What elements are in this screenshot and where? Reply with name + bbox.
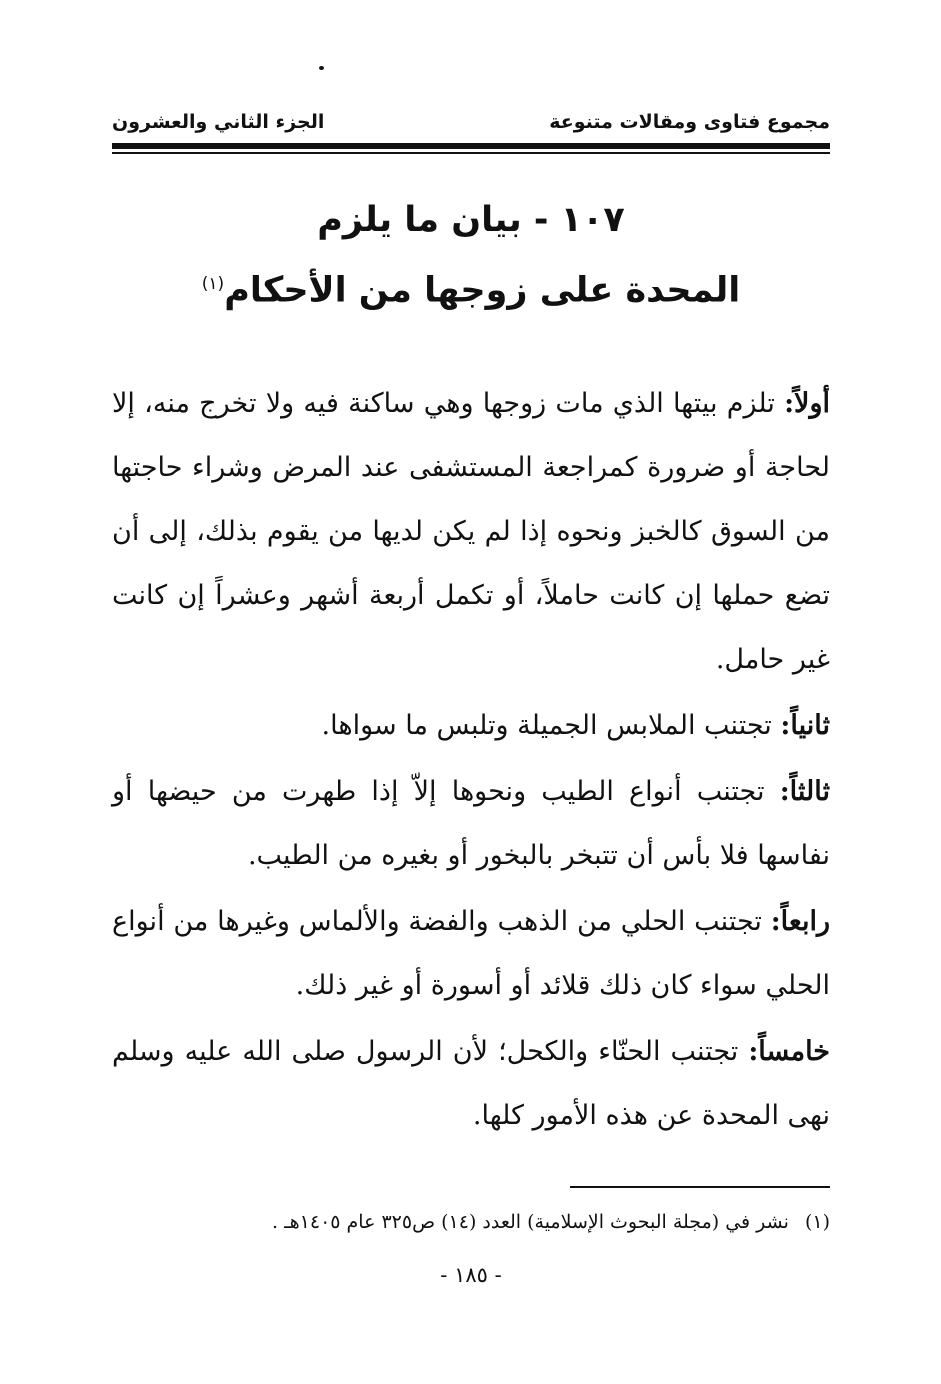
paragraph-second: [112, 694, 830, 758]
paragraph-label: خامساً:: [748, 1036, 830, 1067]
footnote-marker: (١): [804, 1211, 830, 1233]
page-number: - ١٨٥ -: [440, 1263, 502, 1287]
chapter-title-line-2: [112, 252, 830, 323]
paragraph-text: تجتنب الحلي من الذهب والفضة والألماس وغيرها من أنواع الحلي سواء كان ذلك قلائد أو أسورة أو غير ذلك.: [112, 906, 830, 1001]
paragraph-label: ثانياً:: [780, 710, 830, 741]
paragraph-third: [112, 760, 830, 888]
chapter-title-line-1: ١٠٧ - بيان ما يلزم: [317, 200, 625, 240]
paragraph-label: ثالثاً:: [779, 776, 830, 807]
paragraph-label: رابعاً:: [770, 906, 830, 937]
paragraph-text: تلزم بيتها الذي مات زوجها وهي ساكنة فيه ولا تخرج منه، إلا لحاجة أو ضرورة كمراجعة المستشفى عند المرض وشراء حاجتها من السوق كالخبز ونحوه إذا لم يكن لديها من يقوم بذلك، إلى أن تضع حملها إن كانت حاملاً، أو تكمل أربعة أشهر وعشراً إن كانت غير حامل.: [112, 388, 830, 675]
volume-title: الجزء الثاني والعشرون: [112, 111, 325, 133]
chapter-title-line-2-text: المحدة على زوجها من الأحكام: [224, 270, 741, 311]
header-rule-thin: [112, 152, 830, 154]
paragraph-text: تجتنب الحنّاء والكحل؛ لأن الرسول صلى الله عليه وسلم نهى المحدة عن هذه الأمور كلها.: [112, 1036, 830, 1131]
stray-dot-mark: [319, 66, 324, 70]
paragraph-fourth: [112, 890, 830, 1018]
paragraph-label: أولاً:: [784, 388, 830, 419]
header-rule-thick: [112, 143, 830, 149]
footnote-text: نشر في (مجلة البحوث الإسلامية) العدد (١٤) ص٣٢٥ عام ١٤٠٥هـ .: [271, 1211, 789, 1233]
book-title: مجموع فتاوى ومقالات متنوعة: [549, 111, 830, 133]
footnote-separator: [570, 1186, 830, 1188]
footnote-reference: (١): [201, 274, 225, 294]
paragraph-first: [112, 372, 830, 692]
paragraph-fifth: [112, 1020, 830, 1148]
chapter-title: [112, 188, 830, 323]
paragraph-text: تجتنب أنواع الطيب ونحوها إلاّ إذا طهرت من حيضها أو نفاسها فلا بأس أن تتبخر بالبخور أو بغيره من الطيب.: [112, 776, 830, 871]
body-text: [112, 372, 830, 1150]
footnote: [112, 1207, 830, 1237]
paragraph-text: تجتنب الملابس الجميلة وتلبس ما سواها.: [321, 710, 781, 741]
running-header: [112, 103, 830, 137]
